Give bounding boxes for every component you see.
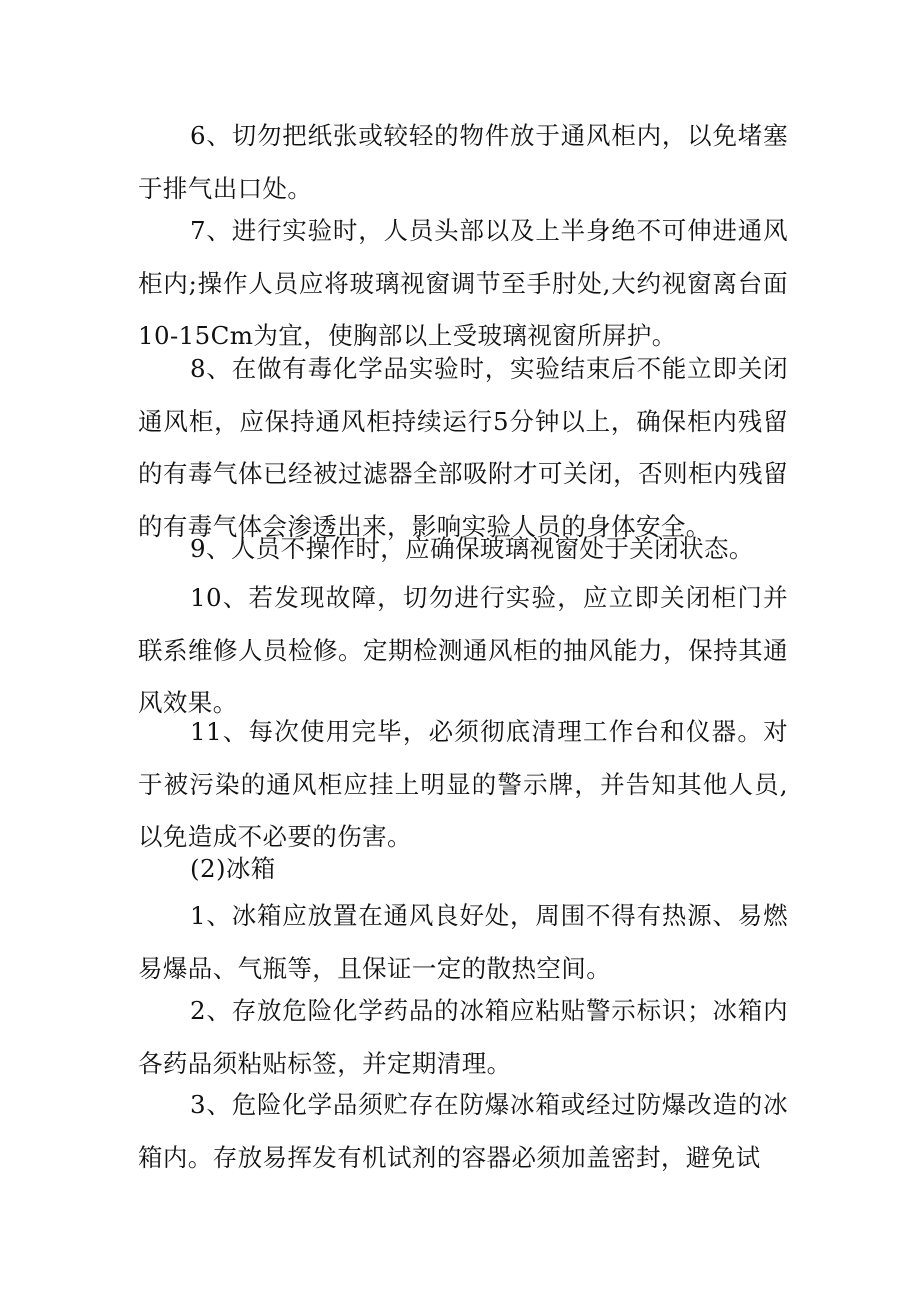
- refrigerator-paragraph-3: 3、危险化学品须贮存在防爆冰箱或经过防爆改造的冰箱内。存放易挥发有机试剂的容器必须加盖密封，避免试: [138, 1090, 788, 1172]
- paragraph-item-8: 8、在做有毒化学品实验时，实验结束后不能立即关闭通风柜，应保持通风柜持续运行5分钟以上，确保柜内残留的有毒气体已经被过滤器全部吸附才可关闭，否则柜内残留的有毒气体会渗透出来，影响实验人员的身体安全。: [138, 354, 788, 541]
- section-heading-refrigerator: (2)冰箱: [190, 854, 276, 883]
- paragraph-item-11: 11、每次使用完毕，必须彻底清理工作台和仪器。对于被污染的通风柜应挂上明显的警示牌，并告知其他人员,以免造成不必要的伤害。: [138, 717, 788, 851]
- paragraph-item-6: 6、切勿把纸张或较轻的物件放于通风柜内，以免堵塞于排气出口处。: [138, 121, 788, 203]
- paragraph-item-10: 10、若发现故障，切勿进行实验，应立即关闭柜门并联系维修人员检修。定期检测通风柜的抽风能力，保持其通风效果。: [138, 583, 788, 717]
- paragraph-item-9: 9、人员不操作时，应确保玻璃视窗处于关闭状态。: [190, 534, 754, 563]
- refrigerator-paragraph-1: 1、冰箱应放置在通风良好处，周围不得有热源、易燃易爆品、气瓶等，且保证一定的散热空间。: [138, 901, 788, 983]
- refrigerator-paragraph-2: 2、存放危险化学药品的冰箱应粘贴警示标识；冰箱内各药品须粘贴标签，并定期清理。: [138, 996, 788, 1078]
- paragraph-item-7: 7、进行实验时，人员头部以及上半身绝不可伸进通风柜内;操作人员应将玻璃视窗调节至手肘处,大约视窗离台面10-15Cm为宜，使胸部以上受玻璃视窗所屏护。: [138, 216, 788, 350]
